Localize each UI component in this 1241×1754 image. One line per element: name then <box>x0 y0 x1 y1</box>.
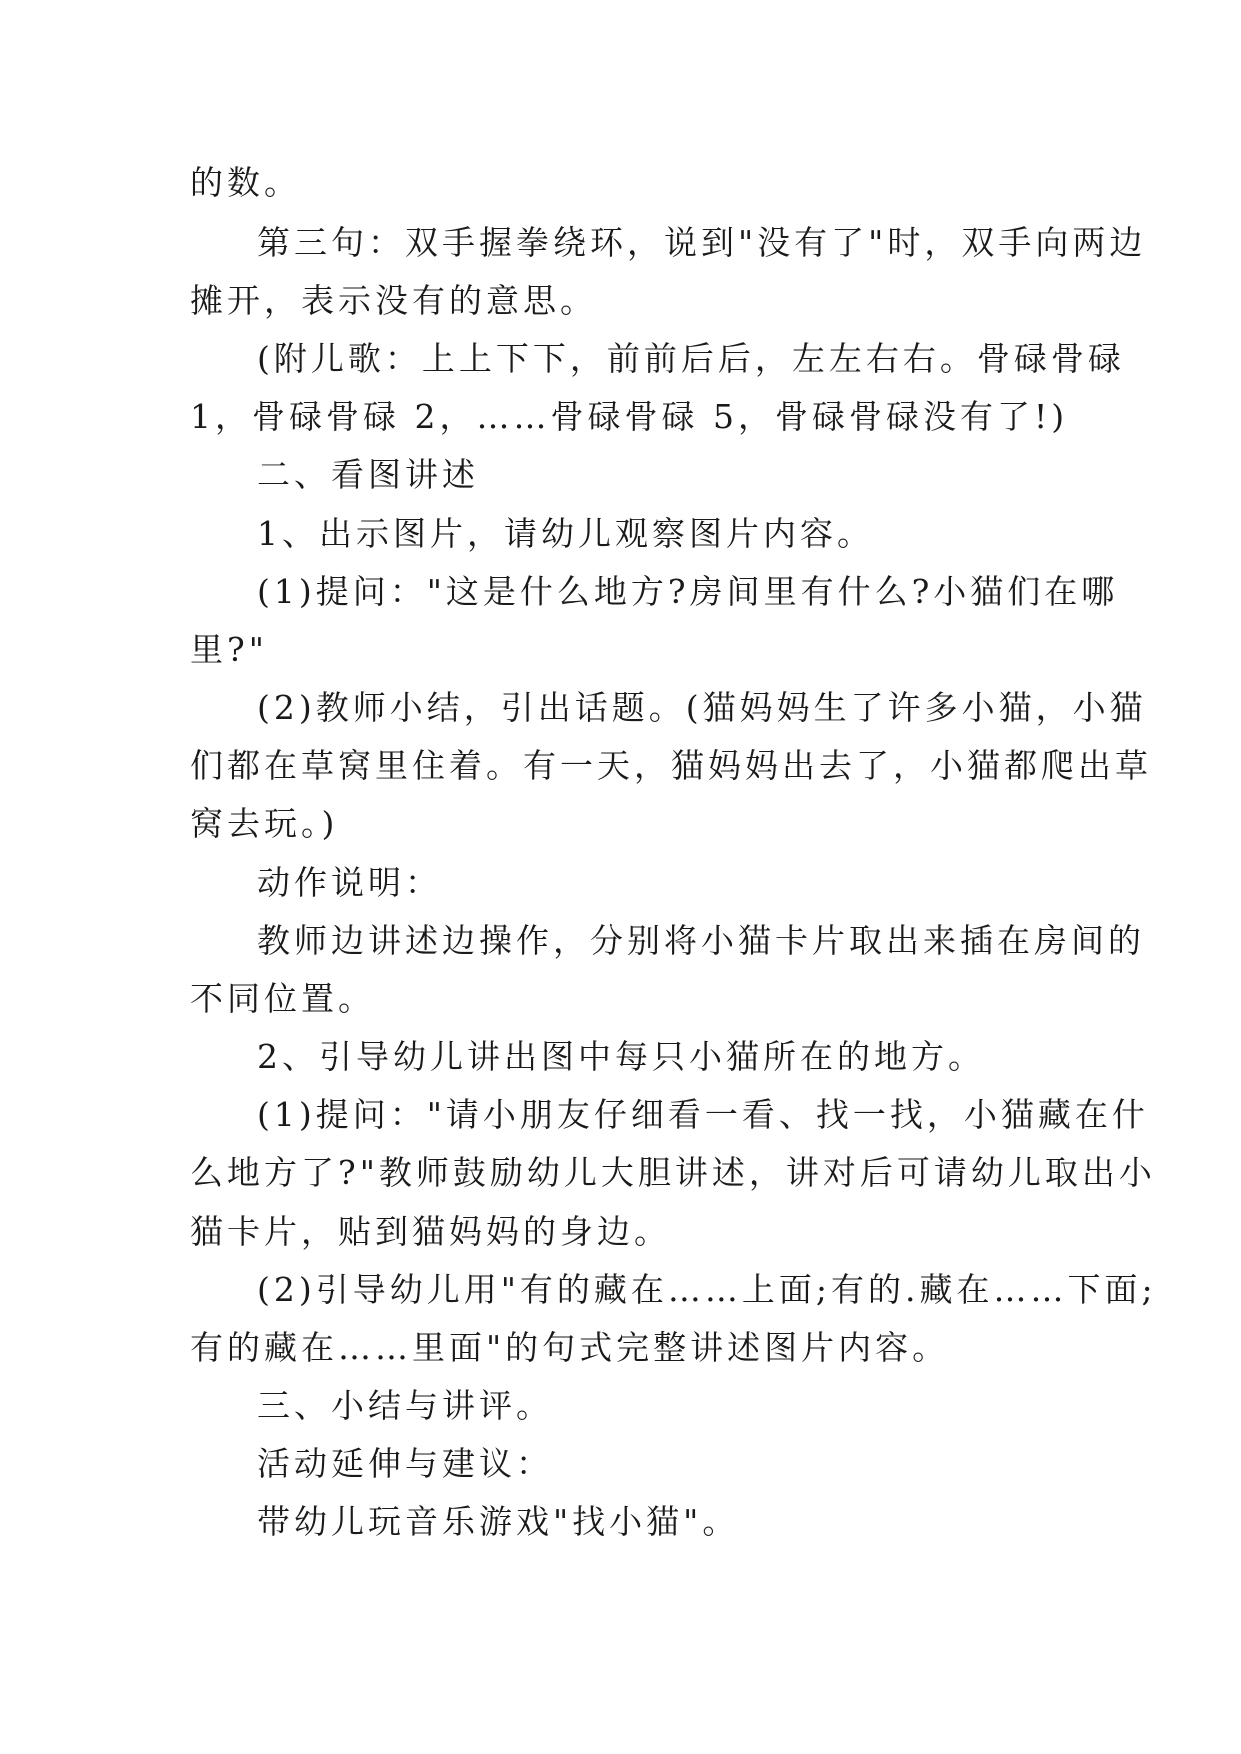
text-line-7: 1、出示图片，请幼儿观察图片内容。 <box>257 514 874 553</box>
text-line-4: (附儿歌：上上下下，前前后后，左左右右。骨碌骨碌 <box>257 339 1125 378</box>
text-line-21: 有的藏在……里面"的句式完整讲述图片内容。 <box>190 1328 950 1367</box>
text-line-2: 第三句：双手握拳绕环，说到"没有了"时，双手向两边 <box>257 223 1147 262</box>
text-line-17: (1)提问："请小朋友仔细看一看、找一找，小猫藏在什 <box>257 1095 1149 1134</box>
text-line-5: 1，骨碌骨碌 2，……骨碌骨碌 5，骨碌骨碌没有了!) <box>190 397 1069 436</box>
text-line-10: (2)教师小结，引出话题。(猫妈妈生了许多小猫，小猫 <box>257 688 1147 727</box>
text-line-9: 里?" <box>190 630 268 669</box>
text-line-16: 2、引导幼儿讲出图中每只小猫所在的地方。 <box>257 1037 985 1076</box>
text-line-8: (1)提问："这是什么地方?房间里有什么?小猫们在哪 <box>257 572 1119 611</box>
text-line-3: 摊开，表示没有的意思。 <box>190 281 597 320</box>
section-heading-2: 二、看图讲述 <box>257 455 479 494</box>
text-line-24: 带幼儿玩音乐游戏"找小猫"。 <box>257 1502 740 1541</box>
text-line-13: 动作说明： <box>257 863 442 902</box>
text-line-15: 不同位置。 <box>190 979 375 1018</box>
text-line-12: 窝去玩。) <box>190 804 339 843</box>
text-line-19: 猫卡片，贴到猫妈妈的身边。 <box>190 1212 671 1251</box>
text-line-20: (2)引导幼儿用"有的藏在……上面;有的.藏在……下面; <box>257 1270 1157 1309</box>
text-line-1: 的数。 <box>190 163 301 202</box>
text-line-11: 们都在草窝里住着。有一天，猫妈妈出去了，小猫都爬出草 <box>190 746 1152 785</box>
text-line-23: 活动延伸与建议： <box>257 1444 553 1483</box>
text-line-14: 教师边讲述边操作，分别将小猫卡片取出来插在房间的 <box>257 921 1145 960</box>
section-heading-3: 三、小结与讲评。 <box>257 1386 553 1425</box>
text-line-18: 么地方了?"教师鼓励幼儿大胆讲述，讲对后可请幼儿取出小 <box>190 1153 1156 1192</box>
